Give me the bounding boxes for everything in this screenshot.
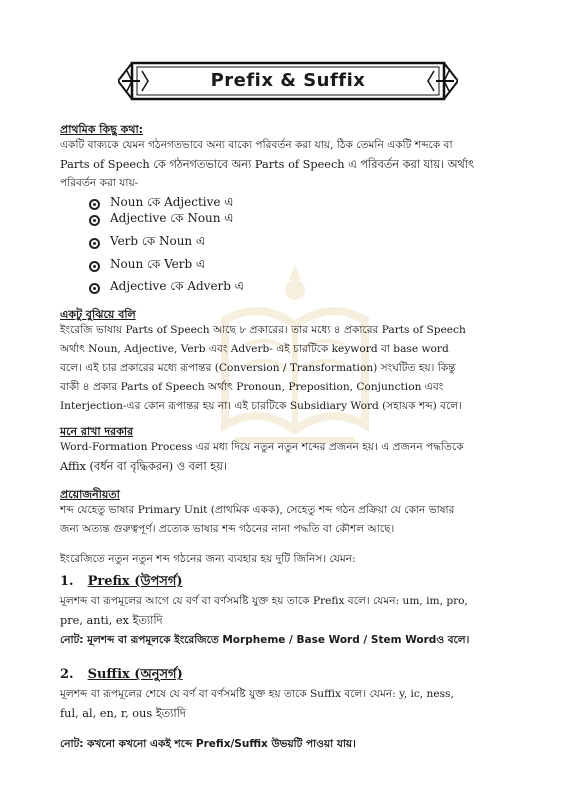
explain-line-4: বাকী ৪ প্রকার Parts of Speech অর্থাৎ Pronoun, Preposition, Conjunction এবং bbox=[60, 381, 444, 393]
explain-line-5: Interjection-এর কোন রূপান্তর হয় না। এই চারটিকে Subsidiary Word (সহায়ক শব্দ) বলে। bbox=[60, 400, 463, 412]
prefix-number: 1. bbox=[60, 574, 74, 589]
prefix-heading bbox=[60, 572, 183, 593]
bullet-item-1: Noun কে Adjective এ bbox=[110, 195, 234, 209]
prefix-title: Prefix (উপসর্গ) bbox=[87, 574, 183, 589]
final-note: নোট: কখনো কখনো একই শব্দে Prefix/Suffix উভয়টি পাওয়া যায়। bbox=[60, 738, 356, 750]
suffix-line-2: ful, al, en, r, ous ইত্যাদি bbox=[60, 707, 186, 720]
prefix-note: নোট: মূলশব্দ বা রূপমূলকে ইংরেজিতে Morpheme / Base Word / Stem Wordও বলে। bbox=[60, 634, 470, 646]
remember-line-1: Word-Formation Process এর মধ্য দিয়ে নতুন নতুন শব্দের প্রজনন হয়। এ প্রজনন পদ্ধতিকে bbox=[60, 441, 464, 453]
intro-heading: প্রাথমিক কিছু কথা: bbox=[60, 123, 144, 136]
bullet-item-5: Adjective কে Adverb এ bbox=[110, 279, 244, 293]
english-intro-line: ইংরেজিতে নতুন নতুন শব্দ গঠনের জন্য ব্যবহার হয় দুটি জিনিস। যেমন: bbox=[60, 553, 356, 565]
intro-line-2: Parts of Speech কে গঠনগতভাবে অন্য Parts of Speech এ পরিবর্তন করা যায়। অর্থাৎ bbox=[60, 158, 475, 171]
suffix-number: 2. bbox=[60, 667, 74, 682]
explain-line-2: অর্থাৎ Noun, Adjective, Verb এবং Adverb- এই চারটিকে keyword বা base word bbox=[60, 343, 449, 355]
explain-heading: একটু বুঝিয়ে বলি bbox=[60, 308, 136, 321]
bullet-icon bbox=[89, 261, 100, 272]
intro-line-3: পরিবর্তন করা যায়- bbox=[60, 177, 139, 189]
necessity-heading: প্রয়োজনীয়তা bbox=[60, 488, 120, 501]
suffix-title: Suffix (অনুসর্গ) bbox=[87, 667, 183, 682]
necessity-line-1: শব্দ যেহেতু ভাষার Primary Unit (প্রাথমিক একক), সেহেতু শব্দ গঠন প্রক্রিয়া যে কোন ভাষার bbox=[60, 504, 455, 516]
bullet-icon bbox=[89, 199, 100, 210]
bullet-item-2: Adjective কে Noun এ bbox=[110, 211, 234, 225]
explain-line-1: ইংরেজি ভাষায় Parts of Speech আছে ৮ প্রকারের। তার মধ্যে ৪ প্রকারের Parts of Speech bbox=[60, 324, 466, 336]
bullet-icon bbox=[89, 238, 100, 249]
bullet-item-3: Verb কে Noun এ bbox=[110, 234, 206, 248]
bullet-item-4: Noun কে Verb এ bbox=[110, 257, 206, 271]
bullet-icon bbox=[89, 283, 100, 294]
prefix-line-2: pre, anti, ex ইত্যাদি bbox=[60, 614, 163, 627]
necessity-line-2: জন্য অত্যন্ত গুরুত্বপূর্ণ। প্রত্যেক ভাষার শব্দ গঠনের নানা পদ্ধতি বা কৌশল আছে। bbox=[60, 523, 395, 535]
prefix-line-1: মূলশব্দ বা রূপমূলের আগে যে বর্ণ বা বর্ণসমষ্টি যুক্ত হয় তাকে Prefix বলে। যেমন: um, im, pro, bbox=[60, 595, 468, 607]
suffix-heading bbox=[60, 665, 183, 686]
remember-line-2: Affix (বর্ধন বা বৃদ্ধিকরন) ও বলা হয়। bbox=[60, 460, 227, 473]
suffix-line-1: মূলশব্দ বা রূপমূলের শেষে যে বর্ণ বা বর্ণসমষ্টি যুক্ত হয় তাকে Suffix বলে। যেমন: y, ic, ness, bbox=[60, 688, 454, 700]
bullet-icon bbox=[89, 215, 100, 226]
explain-line-3: বলে। এই চার প্রকারের মধ্যে রূপান্তর (Conversion / Transformation) সংঘটিত হয়। কিন্তু bbox=[60, 362, 456, 374]
page-title: Prefix & Suffix bbox=[210, 70, 366, 91]
remember-heading: মনে রাখা দরকার bbox=[60, 425, 134, 438]
intro-line-1: একটি বাক্যকে যেমন গঠনগতভাবে অন্য বাক্যে পরিবর্তন করা যায়, ঠিক তেমনি একটি শব্দকে বা bbox=[60, 139, 453, 151]
title-banner bbox=[118, 57, 458, 105]
